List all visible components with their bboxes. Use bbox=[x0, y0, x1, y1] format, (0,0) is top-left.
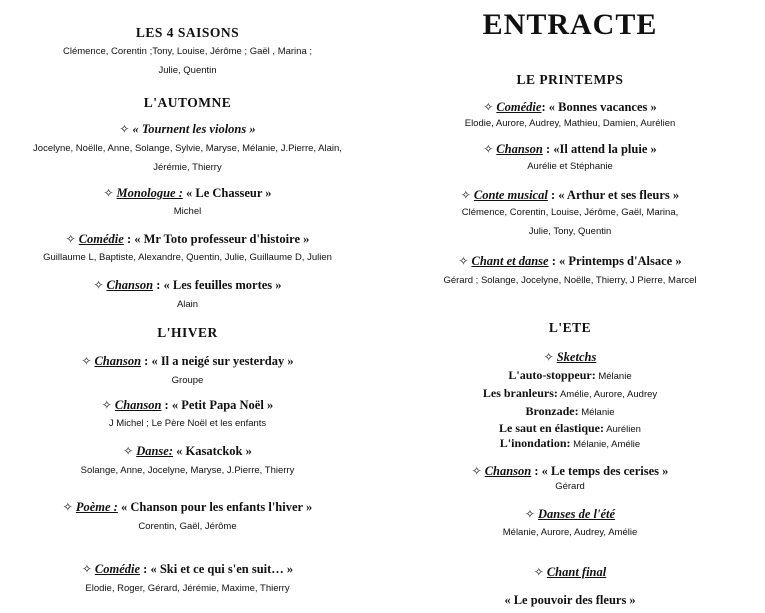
ete-title: L'ETE bbox=[548, 320, 592, 335]
act-heading: ✧ Chant final bbox=[533, 565, 607, 579]
act-people: Jocelyne, Noëlle, Anne, Solange, Sylvie, Maryse, Mélanie, J.Pierre, Alain, bbox=[33, 143, 342, 154]
sketch-row: Bronzade: Mélanie bbox=[525, 404, 615, 418]
act-heading: ✧ Chanson : « Il a neigé sur yesterday » bbox=[81, 354, 294, 368]
star-icon: ✧ bbox=[458, 254, 469, 268]
act-people: Guillaume L, Baptiste, Alexandre, Quentin, Julie, Guillaume D, Julien bbox=[43, 252, 332, 263]
act-heading: ✧ Comédie : « Ski et ce qui s'en suit… » bbox=[81, 562, 294, 576]
star-icon: ✧ bbox=[471, 464, 482, 478]
star-icon: ✧ bbox=[533, 565, 544, 579]
act-people: Solange, Anne, Jocelyne, Maryse, J.Pierre, Thierry bbox=[80, 465, 295, 476]
act-heading: ✧ Chanson : « Les feuilles mortes » bbox=[93, 278, 282, 292]
act-heading: ✧ Comédie : « Mr Toto professeur d'histoire » bbox=[65, 232, 310, 246]
act-heading: ✧ Chanson : « Le temps des cerises » bbox=[471, 464, 669, 478]
act-heading: ✧ Conte musical : « Arthur et ses fleurs » bbox=[460, 188, 680, 202]
act-people: Elodie, Roger, Gérard, Jérémie, Maxime, Thierry bbox=[85, 583, 290, 594]
star-icon: ✧ bbox=[123, 444, 134, 458]
final-song-title: « Le pouvoir des fleurs » bbox=[504, 593, 636, 607]
act-people: Elodie, Aurore, Audrey, Mathieu, Damien, Aurélien bbox=[464, 118, 676, 129]
star-icon: ✧ bbox=[483, 142, 494, 156]
act-heading: ✧ Poème : « Chanson pour les enfants l'hiver » bbox=[62, 500, 313, 514]
act-heading: ✧ Chanson : «Il attend la pluie » bbox=[483, 142, 657, 156]
act-people: Michel bbox=[173, 206, 202, 217]
star-icon: ✧ bbox=[81, 562, 92, 576]
act-heading: ✧ « Tournent les violons » bbox=[119, 122, 256, 136]
printemps-title: LE PRINTEMPS bbox=[516, 72, 624, 87]
sketch-row: Les branleurs: Amélie, Aurore, Audrey bbox=[482, 386, 658, 400]
act-people: Groupe bbox=[171, 375, 204, 386]
act-heading: ✧ Danses de l'été bbox=[524, 507, 616, 521]
star-icon: ✧ bbox=[101, 398, 112, 412]
sketch-row: L'inondation: Mélanie, Amélie bbox=[499, 436, 641, 450]
act-heading: ✧ Danse: « Kasatckok » bbox=[123, 444, 252, 458]
act-people: Gérard bbox=[555, 481, 585, 492]
star-icon: ✧ bbox=[81, 354, 92, 368]
star-icon: ✧ bbox=[93, 278, 104, 292]
act-people: Aurélie et Stéphanie bbox=[527, 161, 613, 172]
sketchs-heading: ✧ Sketchs bbox=[543, 350, 597, 364]
act-heading: ✧ Monologue : « Le Chasseur » bbox=[103, 186, 272, 200]
act-people: Julie, Tony, Quentin bbox=[528, 226, 612, 237]
act-heading: ✧ Comédie: « Bonnes vacances » bbox=[483, 100, 657, 114]
star-icon: ✧ bbox=[103, 186, 114, 200]
saisons-title: LES 4 SAISONS bbox=[135, 25, 240, 40]
star-icon: ✧ bbox=[65, 232, 76, 246]
act-people: Mélanie, Aurore, Audrey, Amélie bbox=[502, 527, 638, 538]
star-icon: ✧ bbox=[62, 500, 73, 514]
act-people: Jérémie, Thierry bbox=[153, 162, 222, 173]
act-heading: ✧ Chanson : « Petit Papa Noël » bbox=[101, 398, 274, 412]
sketch-row: Le saut en élastique: Aurélien bbox=[499, 421, 641, 435]
star-icon: ✧ bbox=[524, 507, 535, 521]
act-people: Alain bbox=[176, 299, 199, 310]
act-heading: ✧ Chant et danse : « Printemps d'Alsace » bbox=[458, 254, 682, 268]
act-people: Clémence, Corentin, Louise, Jérôme, Gaël, Marina, bbox=[461, 207, 679, 218]
saisons-people-line2: Julie, Quentin bbox=[158, 65, 217, 76]
star-icon: ✧ bbox=[543, 350, 554, 364]
saisons-people-line1: Clémence, Corentin ;Tony, Louise, Jérôme ; Gaël , Marina ; bbox=[62, 46, 313, 57]
automne-title: L'AUTOMNE bbox=[143, 95, 232, 110]
act-people: Gérard ; Solange, Jocelyne, Noëlle, Thierry, J Pierre, Marcel bbox=[443, 275, 697, 286]
sketch-row: L'auto-stoppeur: Mélanie bbox=[508, 368, 632, 382]
star-icon: ✧ bbox=[483, 100, 494, 114]
star-icon: ✧ bbox=[460, 188, 471, 202]
hiver-title: L'HIVER bbox=[157, 325, 218, 340]
act-people: Corentin, Gaël, Jérôme bbox=[138, 521, 237, 532]
act-people: J Michel ; Le Père Noël et les enfants bbox=[108, 418, 267, 429]
entracte-title: ENTRACTE bbox=[482, 8, 658, 41]
star-icon: ✧ bbox=[119, 122, 130, 136]
